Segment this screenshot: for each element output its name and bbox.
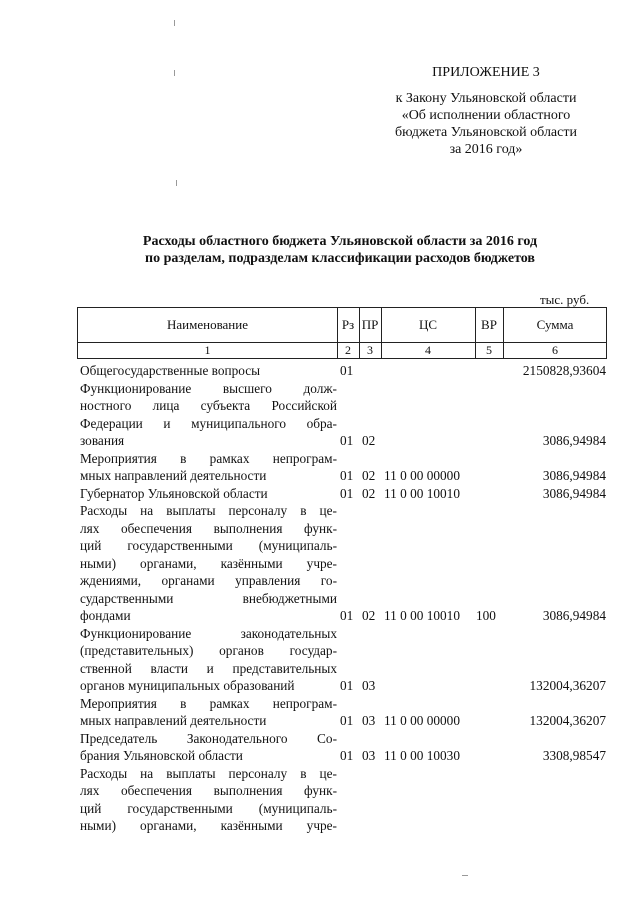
cell-rz: 01 [340, 485, 354, 501]
row-text-line: Мероприятия в рамках непрограм- [80, 450, 337, 466]
row-text-line: брания Ульяновской области [80, 748, 243, 763]
header-pr: ПР [361, 317, 379, 332]
row-text-line: лях обеспечения выполнения функ- [80, 783, 337, 798]
row-text-line: Расходы на выплаты персоналу в це- [80, 503, 337, 518]
row-text-line: Председатель Законодательного Со- [80, 730, 337, 746]
col-number: 5 [486, 343, 492, 357]
cell-pr: 02 [362, 485, 376, 501]
row-text-line: сударственными внебюджетными [80, 590, 337, 606]
row-text-line: ными) органами, казёнными учре- [80, 555, 337, 571]
cell-sum: 2150828,93604 [522, 363, 606, 378]
header-cs: ЦС [418, 317, 438, 332]
cell-rz: 01 [340, 678, 354, 693]
document-title [60, 233, 620, 267]
col-number: 1 [204, 343, 211, 357]
title-line-1: Расходы областного бюджета Ульяновской области за 2016 год [142, 234, 538, 249]
table-row-name [80, 502, 337, 625]
table-row-name [80, 730, 337, 765]
row-text-line: ственной власти и представительных [80, 660, 337, 676]
cell-sum: 132004,36207 [529, 678, 606, 693]
appendix-header [370, 64, 602, 158]
row-text-line: ций государственными (муниципаль- [80, 538, 337, 553]
table-row-name [80, 380, 337, 450]
cell-pr: 02 [362, 468, 376, 483]
row-text-line: мных направлений деятельности [80, 713, 267, 728]
header-rz: Рз [341, 317, 355, 332]
cell-sum: 3308,98547 [542, 748, 606, 763]
appendix-title: ПРИЛОЖЕНИЕ 3 [432, 65, 540, 80]
col-number: 6 [552, 343, 558, 357]
cell-cs: 11 0 00 00000 [384, 713, 460, 728]
cell-rz: 01 [340, 363, 354, 378]
table-row-name [80, 362, 337, 380]
cell-rz: 01 [340, 713, 354, 728]
cell-cs: 11 0 00 10030 [384, 748, 460, 763]
table-row-name [80, 695, 337, 730]
scan-speck [462, 875, 468, 876]
cell-cs: 11 0 00 00000 [384, 468, 460, 483]
cell-rz: 01 [340, 748, 354, 763]
row-text-line: ными) органами, казёнными учре- [80, 818, 337, 833]
row-text-line: Федерации и муниципального обра- [80, 415, 337, 431]
row-text-line: органов муниципальных образований [80, 678, 295, 693]
cell-pr: 03 [362, 748, 376, 763]
cell-pr: 03 [362, 678, 376, 693]
cell-rz: 01 [340, 608, 354, 623]
row-text-line: лях обеспечения выполнения функ- [80, 520, 337, 536]
title-line-2: по разделам, подразделам классификации расходов бюджетов [145, 251, 535, 266]
cell-pr: 02 [362, 433, 376, 448]
col-number: 3 [367, 343, 373, 357]
col-number: 2 [345, 343, 351, 357]
header-name: Наименование [167, 317, 248, 332]
cell-sum: 3086,94984 [542, 433, 606, 448]
row-text-line: Расходы на выплаты персоналу в це- [80, 765, 337, 781]
table-row-name [80, 625, 337, 695]
units-label: тыс. руб. [540, 292, 590, 307]
cell-sum: 3086,94984 [542, 485, 606, 501]
scan-speck [176, 180, 177, 186]
col-number: 4 [425, 343, 431, 357]
row-text-line: Губернатор Ульяновской области [80, 485, 268, 501]
row-text-line: Функционирование законодательных [80, 625, 337, 641]
header-vr: ВР [481, 317, 497, 332]
cell-sum: 3086,94984 [542, 468, 606, 483]
appendix-line: к Закону Ульяновской области [395, 91, 577, 106]
cell-cs: 11 0 00 10010 [384, 485, 460, 501]
cell-pr: 03 [362, 713, 376, 728]
scan-speck [174, 70, 175, 76]
scan-speck [174, 20, 175, 26]
appendix-line: бюджета Ульяновской области [395, 125, 577, 140]
row-text-line: зования [80, 433, 125, 448]
row-text-line: ностного лица субъекта Российской [80, 398, 337, 413]
row-text-line: Мероприятия в рамках непрограм- [80, 695, 337, 711]
cell-pr: 02 [362, 608, 376, 623]
row-text-line: фондами [80, 608, 131, 623]
cell-vr: 100 [476, 608, 496, 623]
cell-sum: 132004,36207 [529, 713, 606, 728]
row-text-line: Функционирование высшего долж- [80, 380, 337, 396]
appendix-line: «Об исполнении областного [401, 108, 571, 123]
row-text-line: Общегосударственные вопросы [80, 363, 261, 378]
table-row-name [80, 450, 337, 485]
row-text-line: (представительных) органов государ- [80, 643, 337, 658]
cell-sum: 3086,94984 [542, 608, 606, 623]
appendix-line: за 2016 год» [449, 142, 523, 157]
table-row-name [80, 765, 337, 835]
table-header [77, 307, 607, 359]
cell-cs: 11 0 00 10010 [384, 608, 460, 623]
row-text-line: ций государственными (муниципаль- [80, 800, 337, 816]
row-text-line: ждениями, органами управления го- [80, 573, 337, 588]
cell-rz: 01 [340, 433, 354, 448]
cell-rz: 01 [340, 468, 354, 483]
row-text-line: мных направлений деятельности [80, 468, 267, 483]
table-row-name [80, 485, 337, 503]
header-sum: Сумма [536, 317, 574, 332]
